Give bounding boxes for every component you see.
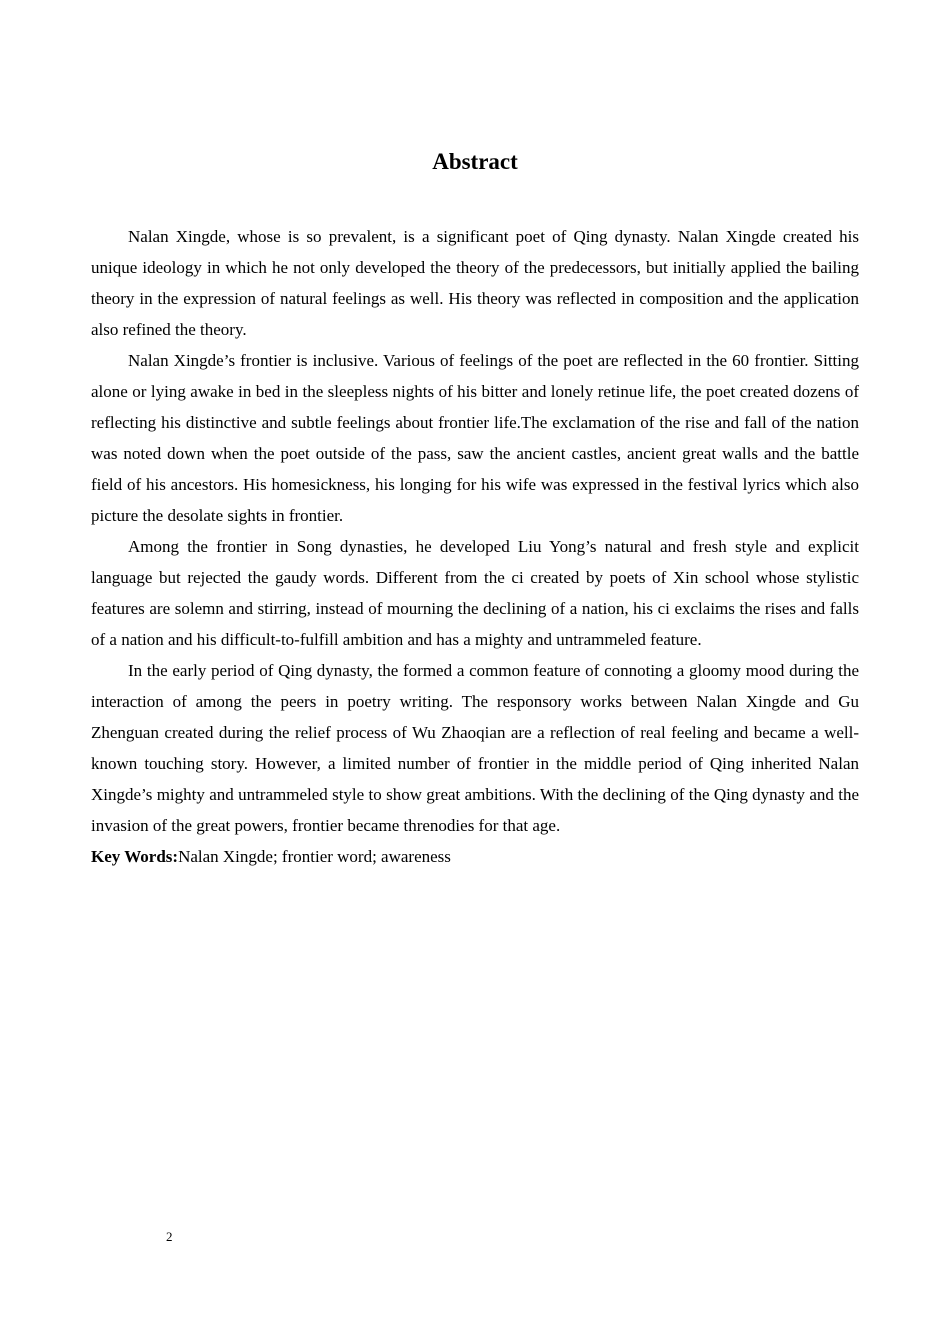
abstract-paragraph-1: Nalan Xingde, whose is so prevalent, is a significant poet of Qing dynasty. Nalan Xingde created his unique ideology in which he not only developed the theory of the predecessors, but initially applied the bailing theory in the expression of natural feelings as well. His theory was reflected in composition and the application also refined the theory. bbox=[91, 227, 859, 339]
keywords-label: Key Words: bbox=[91, 847, 179, 866]
keywords-text: Nalan Xingde; frontier word; awareness bbox=[178, 847, 451, 866]
abstract-paragraph-4: In the early period of Qing dynasty, the formed a common feature of connoting a gloomy mood during the interaction of among the peers in poetry writing. The responsory works between Nalan Xingde and Gu Zhenguan created during the relief process of Wu Zhaoqian are a reflection of real feeling and became a well-known touching story. However, a limited number of frontier in the middle period of Qing inherited Nalan Xingde’s mighty and untrammeled style to show great ambitions. With the declining of the Qing dynasty and the invasion of the great powers, frontier became threnodies for that age. bbox=[91, 661, 859, 835]
abstract-paragraph-2: Nalan Xingde’s frontier is inclusive. Various of feelings of the poet are reflected in the 60 frontier. Sitting alone or lying awake in bed in the sleepless nights of his bitter and lonely retinue life, the poet created dozens of reflecting his distinctive and subtle feelings about frontier life.The exclamation of the rise and fall of the nation was noted down when the poet outside of the pass, saw the ancient castles, ancient great walls and the battle field of his ancestors. His homesickness, his longing for his wife was expressed in the festival lyrics which also picture the desolate sights in frontier. bbox=[91, 351, 859, 525]
abstract-body bbox=[91, 221, 859, 872]
abstract-title: Abstract bbox=[432, 149, 518, 174]
page-number: 2 bbox=[166, 1229, 173, 1244]
abstract-paragraph-3: Among the frontier in Song dynasties, he developed Liu Yong’s natural and fresh style and explicit language but rejected the gaudy words. Different from the ci created by poets of Xin school whose stylistic features are solemn and stirring, instead of mourning the declining of a nation, his ci exclaims the rises and falls of a nation and his difficult-to-fulfill ambition and has a mighty and untrammeled feature. bbox=[91, 537, 859, 649]
keywords-line bbox=[91, 841, 859, 872]
